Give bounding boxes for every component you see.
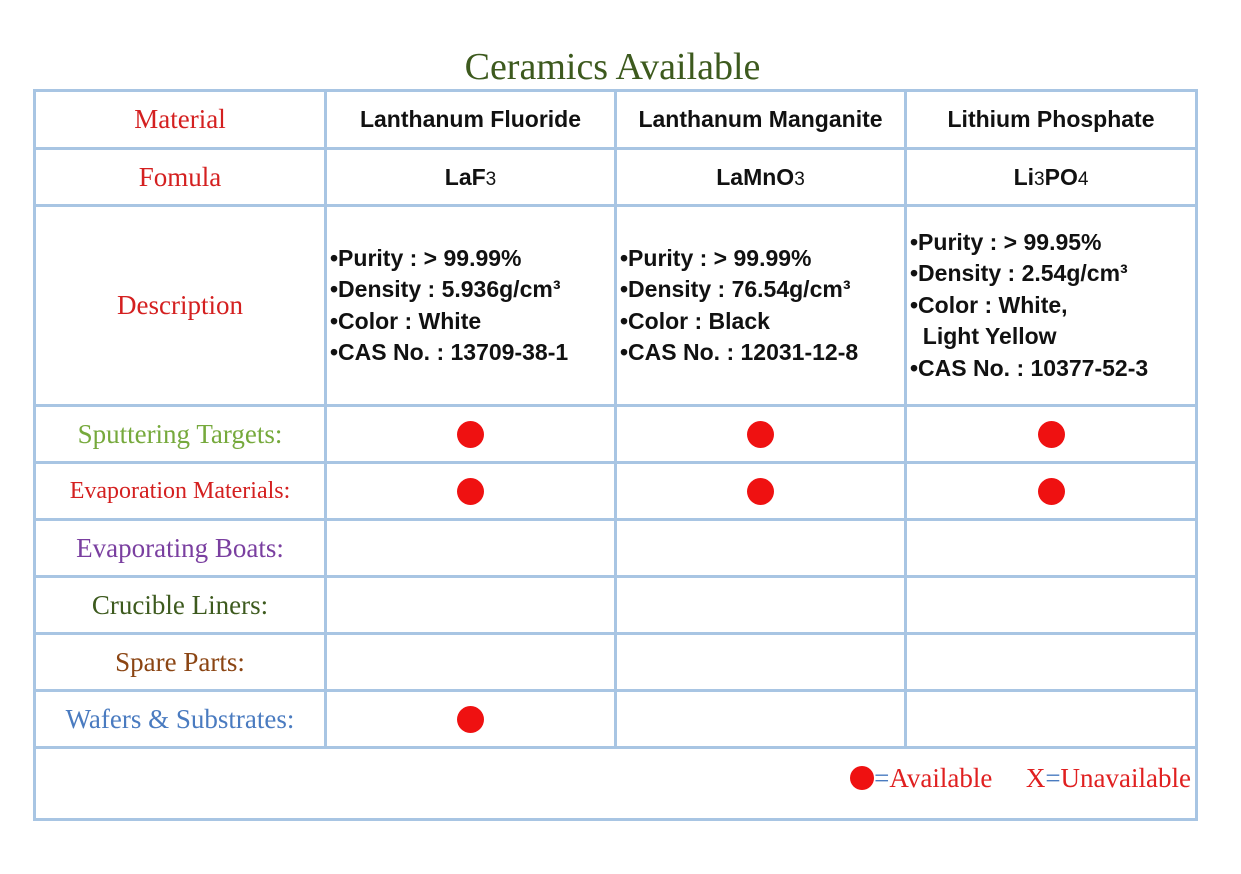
formula-row (35, 149, 1197, 206)
availability-cell (906, 691, 1197, 748)
ceramics-table (33, 89, 1198, 821)
row-label-evaporation: Evaporation Materials: (35, 463, 326, 520)
description-text: •Purity : > 99.95% •Density : 2.54g/cm³ •Color : White, Light Yellow •CAS No. : 10377-52-3 (906, 206, 1197, 406)
availability-row (35, 520, 1197, 577)
available-dot-icon (850, 766, 874, 790)
availability-cell (326, 634, 616, 691)
availability-row (35, 634, 1197, 691)
availability-cell (616, 634, 906, 691)
available-dot-icon (747, 478, 774, 505)
material-name: Lithium Phosphate (906, 91, 1197, 149)
row-label-liners: Crucible Liners: (35, 577, 326, 634)
legend-unavailable-label: Unavailable (1060, 763, 1191, 793)
available-dot-icon (1038, 421, 1065, 448)
availability-cell (906, 463, 1197, 520)
row-label-wafers: Wafers & Substrates: (35, 691, 326, 748)
row-label-boats: Evaporating Boats: (35, 520, 326, 577)
available-dot-icon (457, 706, 484, 733)
legend-row (35, 748, 1197, 820)
row-label-material: Material (35, 91, 326, 149)
description-text: •Purity : > 99.99% •Density : 5.936g/cm³ •Color : White •CAS No. : 13709-38-1 (326, 206, 616, 406)
legend-equals: = (1045, 763, 1061, 793)
availability-cell (616, 691, 906, 748)
availability-cell (616, 577, 906, 634)
legend-available-label: Available (889, 763, 993, 793)
description-row (35, 206, 1197, 406)
legend-equals: = (874, 763, 890, 793)
availability-cell (326, 463, 616, 520)
availability-cell (616, 520, 906, 577)
availability-cell (906, 520, 1197, 577)
material-row (35, 91, 1197, 149)
availability-row (35, 577, 1197, 634)
availability-cell (616, 463, 906, 520)
formula: LaF3 (326, 149, 616, 206)
available-dot-icon (1038, 478, 1065, 505)
availability-row (35, 691, 1197, 748)
availability-cell (906, 577, 1197, 634)
formula: Li3PO4 (906, 149, 1197, 206)
availability-cell (906, 634, 1197, 691)
availability-row (35, 463, 1197, 520)
available-dot-icon (747, 421, 774, 448)
row-label-description: Description (35, 206, 326, 406)
availability-cell (326, 406, 616, 463)
material-name: Lanthanum Manganite (616, 91, 906, 149)
row-label-formula: Fomula (35, 149, 326, 206)
row-label-sputtering: Sputtering Targets: (35, 406, 326, 463)
available-dot-icon (457, 421, 484, 448)
availability-cell (326, 691, 616, 748)
availability-row (35, 406, 1197, 463)
formula: LaMnO3 (616, 149, 906, 206)
availability-cell (616, 406, 906, 463)
description-text: •Purity : > 99.99% •Density : 76.54g/cm³ •Color : Black •CAS No. : 12031-12-8 (616, 206, 906, 406)
legend (35, 748, 1197, 820)
legend-unavailable-mark: X (1025, 763, 1046, 793)
availability-cell (326, 520, 616, 577)
page-title: Ceramics Available (464, 46, 761, 88)
available-dot-icon (457, 478, 484, 505)
availability-cell (906, 406, 1197, 463)
row-label-spare: Spare Parts: (35, 634, 326, 691)
material-name: Lanthanum Fluoride (326, 91, 616, 149)
availability-cell (326, 577, 616, 634)
